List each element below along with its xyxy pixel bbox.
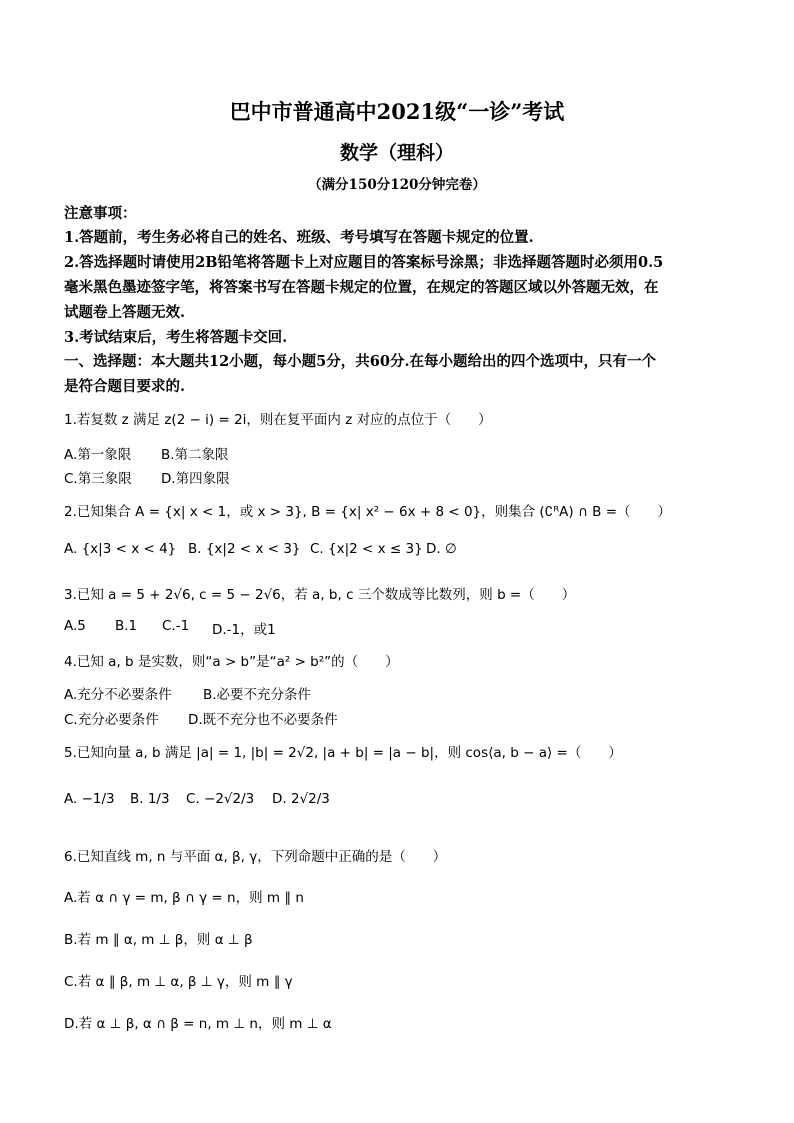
question-4-option-b: B.必要不充分条件 [203, 687, 312, 703]
question-1-option-d: D.第四象限 [161, 471, 230, 487]
question-5-option-d: D. 2√2/3 [272, 791, 330, 807]
question-4-option-d: D.既不充分也不必要条件 [188, 712, 338, 728]
question-5-option-a: A. −1/3 [64, 791, 115, 807]
notice-item-1: 1.答题前，考生务必将自己的姓名、班级、考号填写在答题卡规定的位置. [64, 229, 534, 246]
question-1-option-b: B.第二象限 [161, 447, 229, 463]
section-1-line-1: 一、选择题：本大题共12小题，每小题5分，共60分.在每小题给出的四个选项中，只有一个 [64, 353, 656, 370]
question-6-stem: 6.已知直线 m, n 与平面 α, β, γ，下列命题中正确的是（ ） [64, 849, 447, 865]
question-2-option-d: D. ∅ [426, 541, 457, 557]
question-2-option-a: A. {x|3 < x < 4} [64, 541, 177, 557]
question-2-option-b: B. {x|2 < x < 3} [188, 541, 301, 557]
question-6-option-d: D.若 α ⊥ β, α ∩ β = n, m ⊥ n，则 m ⊥ α [64, 1016, 332, 1032]
question-4-option-c: C.充分必要条件 [64, 712, 159, 728]
question-3-option-b: B.1 [115, 618, 138, 634]
question-1-option-c: C.第三象限 [64, 471, 132, 487]
question-5-stem: 5.已知向量 a, b 满足 |a| = 1, |b| = 2√2, |a + b| = |a − b|，则 cos⟨a, b − a⟩ =（ ） [64, 745, 622, 761]
section-1-line-2: 是符合题目要求的. [64, 378, 186, 395]
exam-subject: 数学（理科） [339, 142, 454, 164]
question-1-stem: 1.若复数 z 满足 z(2 − i) = 2i，则在复平面内 z 对应的点位于（ ） [64, 412, 492, 428]
notice-item-2-line-3: 试题卷上答题无效. [64, 304, 186, 321]
notice-item-2-line-2: 毫米黑色墨迹签字笔，将答案书写在答题卡规定的位置，在规定的答题区域以外答题无效，在 [64, 279, 659, 296]
question-4-option-a: A.充分不必要条件 [64, 687, 172, 703]
question-3-stem: 3.已知 a = 5 + 2√6, c = 5 − 2√6，若 a, b, c 三个数成等比数列，则 b =（ ） [64, 587, 576, 603]
question-6-option-a: A.若 α ∩ γ = m, β ∩ γ = n，则 m ∥ n [64, 890, 304, 906]
notice-item-2-line-1: 2.答选择题时请使用2B铅笔将答题卡上对应题目的答案标号涂黑；非选择题答题时必须用0.5 [64, 254, 664, 271]
exam-title: 巴中市普通高中2021级“一诊”考试 [229, 99, 565, 124]
question-6-option-c: C.若 α ∥ β, m ⊥ α, β ⊥ γ，则 m ∥ γ [64, 974, 293, 990]
question-3-option-a: A.5 [64, 618, 86, 634]
question-2-stem: 2.已知集合 A = {x| x < 1，或 x > 3}, B = {x| x² − 6x + 8 < 0}，则集合 (∁ᴿA) ∩ B =（ ） [64, 504, 672, 520]
notice-item-3: 3.考试结束后，考生将答题卡交回. [64, 329, 288, 346]
question-5-option-c: C. −2√2/3 [186, 791, 255, 807]
question-4-stem: 4.已知 a, b 是实数，则“a > b”是“a² > b²”的（ ） [64, 654, 399, 670]
exam-info: （满分150分120分钟完卷） [308, 177, 486, 193]
question-2-option-c: C. {x|2 < x ≤ 3} [310, 541, 423, 557]
question-1-option-a: A.第一象限 [64, 447, 132, 463]
notice-heading: 注意事项： [64, 205, 137, 222]
question-3-option-d: D.-1，或1 [212, 622, 276, 638]
question-3-option-c: C.-1 [162, 618, 190, 634]
question-5-option-b: B. 1/3 [130, 791, 170, 807]
question-6-option-b: B.若 m ∥ α, m ⊥ β，则 α ⊥ β [64, 932, 253, 948]
